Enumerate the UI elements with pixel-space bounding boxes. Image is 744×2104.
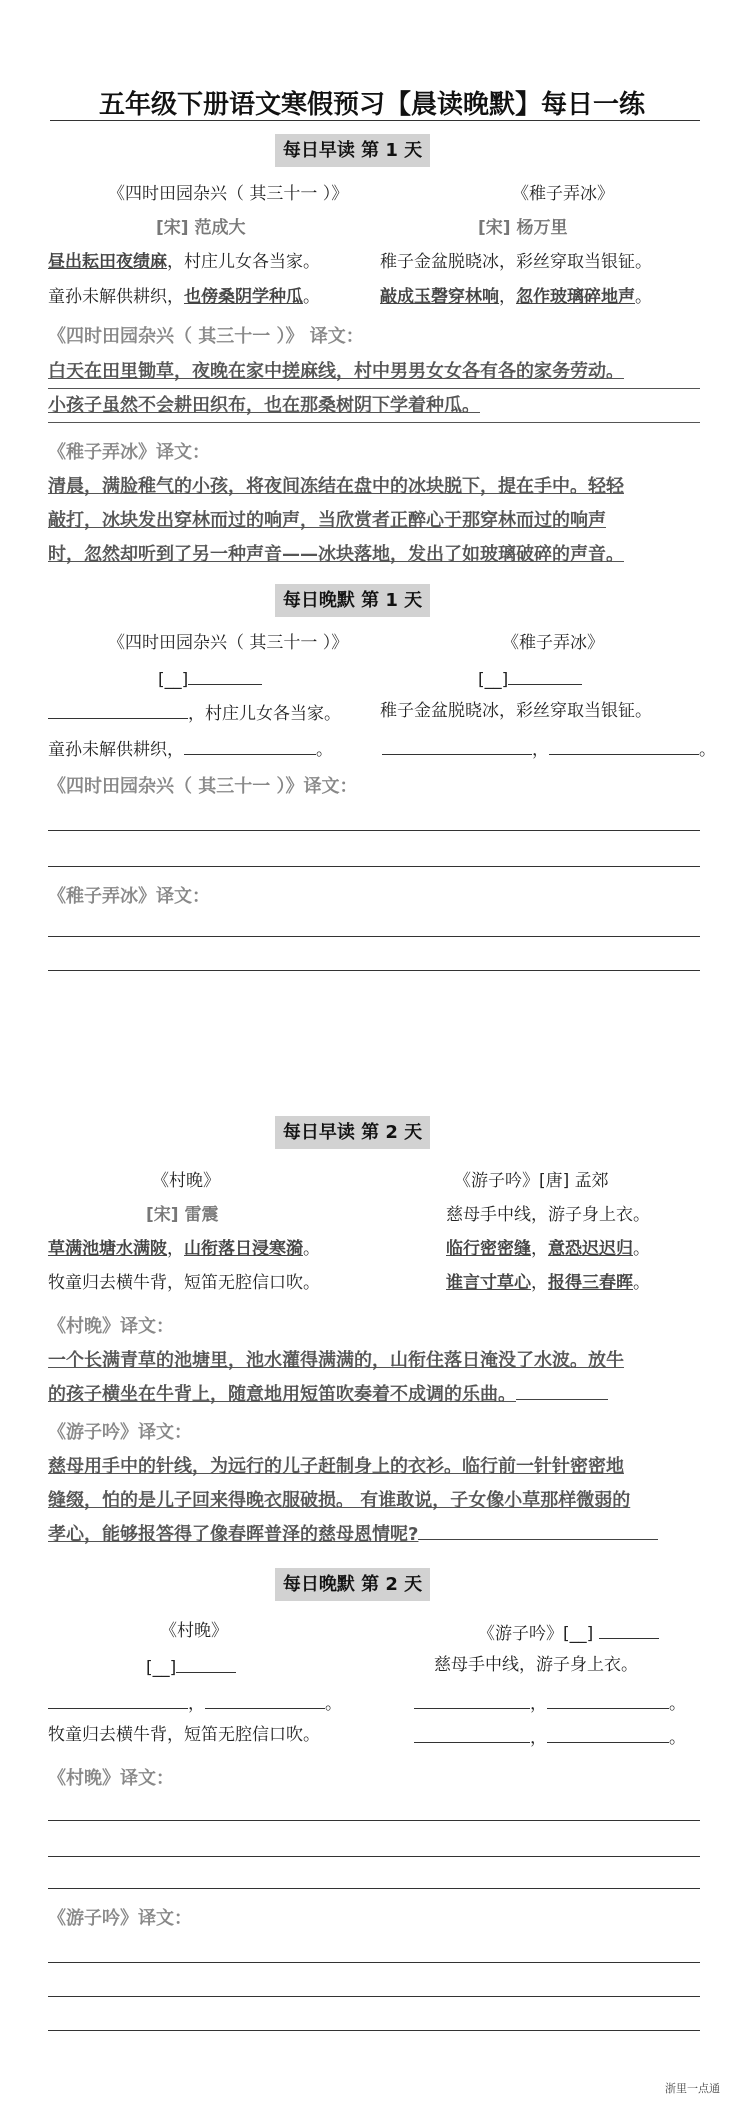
translation-label-cunwan: 《村晚》译文： <box>48 1768 174 1789</box>
fill-line[interactable]: ， 。 <box>48 1690 342 1715</box>
author-blank[interactable]: [__] <box>158 666 262 691</box>
poem-author-leizhen: [宋] 雷震 <box>146 1205 219 1225</box>
page-title: 五年级下册语文寒假预习【晨读晚默】每日一练 <box>98 90 645 120</box>
answer-line[interactable] <box>48 2030 700 2031</box>
answer-line[interactable] <box>48 1962 700 1963</box>
author-blank[interactable]: [__] <box>146 1654 236 1679</box>
answer-line[interactable] <box>48 1888 700 1889</box>
footer-watermark: 浙里一点通 <box>665 2082 720 2095</box>
poem-line: 谁言寸草心，报得三春晖。 <box>446 1273 650 1293</box>
translation-underline <box>48 388 700 389</box>
answer-line[interactable] <box>48 830 700 831</box>
translation-label-zhizi: 《稚子弄冰》译文： <box>48 442 210 463</box>
fill-line[interactable]: ， 。 <box>382 736 716 761</box>
answer-line[interactable] <box>48 970 700 971</box>
poem-title-zhizi: 《稚子弄冰》 <box>512 184 614 204</box>
fill-line[interactable]: ，村庄儿女各当家。 <box>48 700 341 725</box>
poem-line: 稚子金盆脱晓冰，彩丝穿取当银钲。 <box>380 701 652 721</box>
translation-label-youziyin: 《游子吟》译文： <box>48 1422 192 1443</box>
day1-evening-header: 每日晚默 第 1 天 <box>275 584 430 617</box>
title-rule <box>50 120 700 121</box>
poem-line: 临行密密缝，意恐迟迟归。 <box>446 1239 650 1259</box>
translation-label-sishi: 《四时田园杂兴（ 其三十一 ）》译文： <box>48 776 358 797</box>
translation-underline <box>48 422 700 423</box>
fill-line[interactable]: 童孙未解供耕织， 。 <box>48 736 333 761</box>
poem-line: 稚子金盆脱晓冰，彩丝穿取当银钲。 <box>380 252 652 272</box>
poem-line: 慈母手中线，游子身上衣。 <box>446 1205 650 1225</box>
poem-author-yangwanli: [宋] 杨万里 <box>478 218 568 238</box>
poem-title-youziyin: 《游子吟》[唐] 孟郊 <box>454 1171 609 1191</box>
answer-line[interactable] <box>48 1996 700 1997</box>
poem-line: 昼出耘田夜绩麻，村庄儿女各当家。 <box>48 252 320 272</box>
fill-line[interactable]: ， 。 <box>414 1690 686 1715</box>
translation-text-cunwan: 一个长满青草的池塘里，池水灌得满满的，山衔住落日淹没了水波。放牛 的孩子横坐在牛背上，随意地用短笛吹奏着不成调的乐曲。 <box>48 1350 624 1405</box>
poem-title-zhizi: 《稚子弄冰》 <box>502 633 604 653</box>
author-blank[interactable]: [__] <box>478 666 582 691</box>
fill-line[interactable]: ， 。 <box>414 1724 686 1749</box>
translation-text-youziyin: 慈母用手中的针线，为远行的儿子赶制身上的衣衫。临行前一针针密密地 缝缀，怕的是儿子回来得晚衣服破损。 有谁敢说，子女像小草那样微弱的 孝心，能够报答得了像春晖普泽的慈母恩情呢? <box>48 1450 708 1552</box>
day2-evening-header: 每日晚默 第 2 天 <box>275 1568 430 1601</box>
translation-label-zhizi: 《稚子弄冰》译文： <box>48 886 210 907</box>
poem-line: 敲成玉磬穿林响，忽作玻璃碎地声。 <box>380 287 652 307</box>
day1-morning-header: 每日早读 第 1 天 <box>275 134 430 167</box>
poem-line: 牧童归去横牛背，短笛无腔信口吹。 <box>48 1273 320 1293</box>
poem-line: 牧童归去横牛背，短笛无腔信口吹。 <box>48 1725 320 1745</box>
poem-title-youziyin[interactable]: 《游子吟》[__] <box>478 1620 659 1645</box>
translation-label-cunwan: 《村晚》译文： <box>48 1316 174 1337</box>
translation-text-zhizi: 清晨，满脸稚气的小孩，将夜间冻结在盘中的冰块脱下，提在手中。轻轻 敲打，冰块发出穿林而过的响声，当欣赏者正醉心于那穿林而过的响声 时，忽然却听到了另一种声音——冰块落地，发出了如玻璃破碎的声音。 <box>48 476 624 565</box>
poem-title-cunwan: 《村晚》 <box>160 1621 228 1641</box>
day2-morning-header: 每日早读 第 2 天 <box>275 1116 430 1149</box>
answer-line[interactable] <box>48 936 700 937</box>
answer-line[interactable] <box>48 866 700 867</box>
poem-line: 童孙未解供耕织，也傍桑阴学种瓜。 <box>48 287 320 307</box>
translation-label-sishi: 《四时田园杂兴（ 其三十一 ）》 译文： <box>48 326 364 347</box>
poem-line: 草满池塘水满陂，山衔落日浸寒漪。 <box>48 1239 320 1259</box>
answer-line[interactable] <box>48 1820 700 1821</box>
poem-author-fanchengda: [宋] 范成大 <box>156 218 246 238</box>
answer-line[interactable] <box>48 1856 700 1857</box>
poem-title-sishi: 《四时田园杂兴（ 其三十一 ）》 <box>108 184 349 204</box>
poem-title-cunwan: 《村晚》 <box>152 1171 220 1191</box>
poem-title-sishi: 《四时田园杂兴（ 其三十一 ）》 <box>108 633 349 653</box>
translation-text-sishi: 白天在田里锄草，夜晚在家中搓麻线，村中男男女女各有各的家务劳动。 小孩子虽然不会耕田织布，也在那桑树阴下学着种瓜。 <box>48 361 624 416</box>
poem-line: 慈母手中线，游子身上衣。 <box>434 1655 638 1675</box>
translation-label-youziyin: 《游子吟》译文： <box>48 1908 192 1929</box>
